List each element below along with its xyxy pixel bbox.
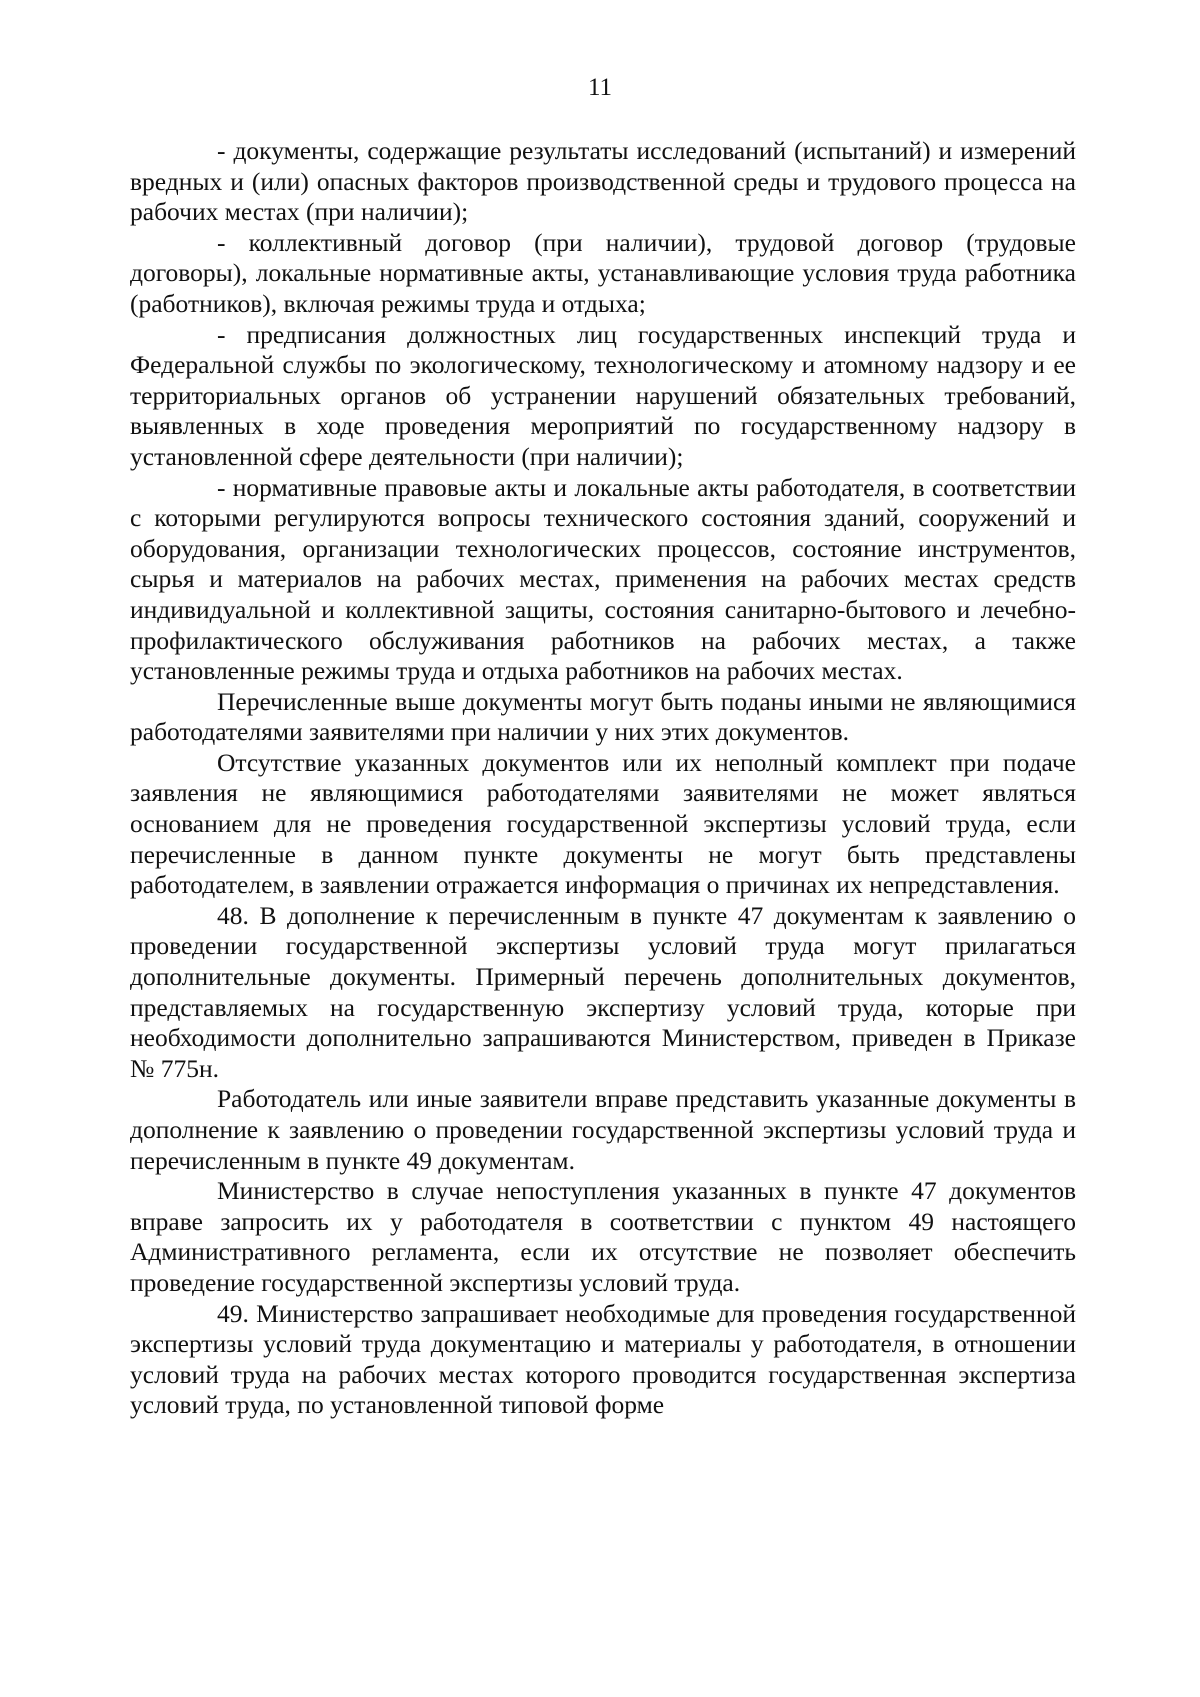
document-body xyxy=(130,136,1076,1421)
paragraph-other-applicants: Перечисленные выше документы могут быть поданы иными не являющимися работодателями заявителями при наличии у них этих документов. xyxy=(130,686,1076,747)
paragraph-item-48: 48. В дополнение к перечисленным в пункте 47 документам к заявлению о проведении государственной экспертизы условий труда могут прилагаться дополнительные документы. Примерный перечень дополнительных документов, представляемых на государственную экспертизу условий труда, которые при необходимости дополнительно запрашиваются Министерством, приведен в Приказе № 775н. xyxy=(130,900,1076,1083)
paragraph-missing-documents: Отсутствие указанных документов или их неполный комплект при подаче заявления не являющимися работодателями заявителями не может являться основанием для не проведения государственной экспертизы условий труда, если перечисленные в данном пункте документы не могут быть представлены работодателем, в заявлении отражается информация о причинах их непредставления. xyxy=(130,747,1076,900)
page-number: 11 xyxy=(587,74,613,101)
paragraph-ministry-request: Министерство в случае непоступления указанных в пункте 47 документов вправе запросить их у работодателя в соответствии с пунктом 49 настоящего Административного регламента, если их отсутствие не позволяет обеспечить проведение государственной экспертизы условий труда. xyxy=(130,1176,1076,1297)
paragraph-item-49: 49. Министерство запрашивает необходимые для проведения государственной экспертизы условий труда документацию и материалы у работодателя, в отношении условий труда на рабочих местах которого проводится государственная экспертиза условий труда, по установленной типовой форме xyxy=(130,1298,1076,1420)
paragraph-employer-right: Работодатель или иные заявители вправе представить указанные документы в дополнение к заявлению о проведении государственной экспертизы условий труда и перечисленным в пункте 49 документам. xyxy=(130,1084,1076,1175)
paragraph-inspection-orders: - предписания должностных лиц государственных инспекций труда и Федеральной службы по экологическому, технологическому и атомному надзору и ее территориальных органов об устранении нарушений обязательных требований, выявленных в ходе проведения мероприятий по государственному надзору в установленной сфере деятельности (при наличии); xyxy=(130,319,1076,471)
paragraph-collective-agreement: - коллективный договор (при наличии), трудовой договор (трудовые договоры), локальные нормативные акты, устанавливающие условия труда работника (работников), включая режимы труда и отдыха; xyxy=(130,227,1076,318)
paragraph-documents-results: - документы, содержащие результаты исследований (испытаний) и измерений вредных и (или) опасных факторов производственной среды и трудового процесса на рабочих местах (при наличии); xyxy=(130,136,1076,227)
paragraph-regulatory-acts: - нормативные правовые акты и локальные акты работодателя, в соответствии с которыми регулируются вопросы технического состояния зданий, сооружений и оборудования, организации технологических процессов, состояние инструментов, сырья и материалов на рабочих местах, применения на рабочих местах средств индивидуальной и коллективной защиты, состояния санитарно-бытового и лечебно-профилактического обслуживания работников на рабочих местах, а также установленные режимы труда и отдыха работников на рабочих местах. xyxy=(130,472,1076,686)
